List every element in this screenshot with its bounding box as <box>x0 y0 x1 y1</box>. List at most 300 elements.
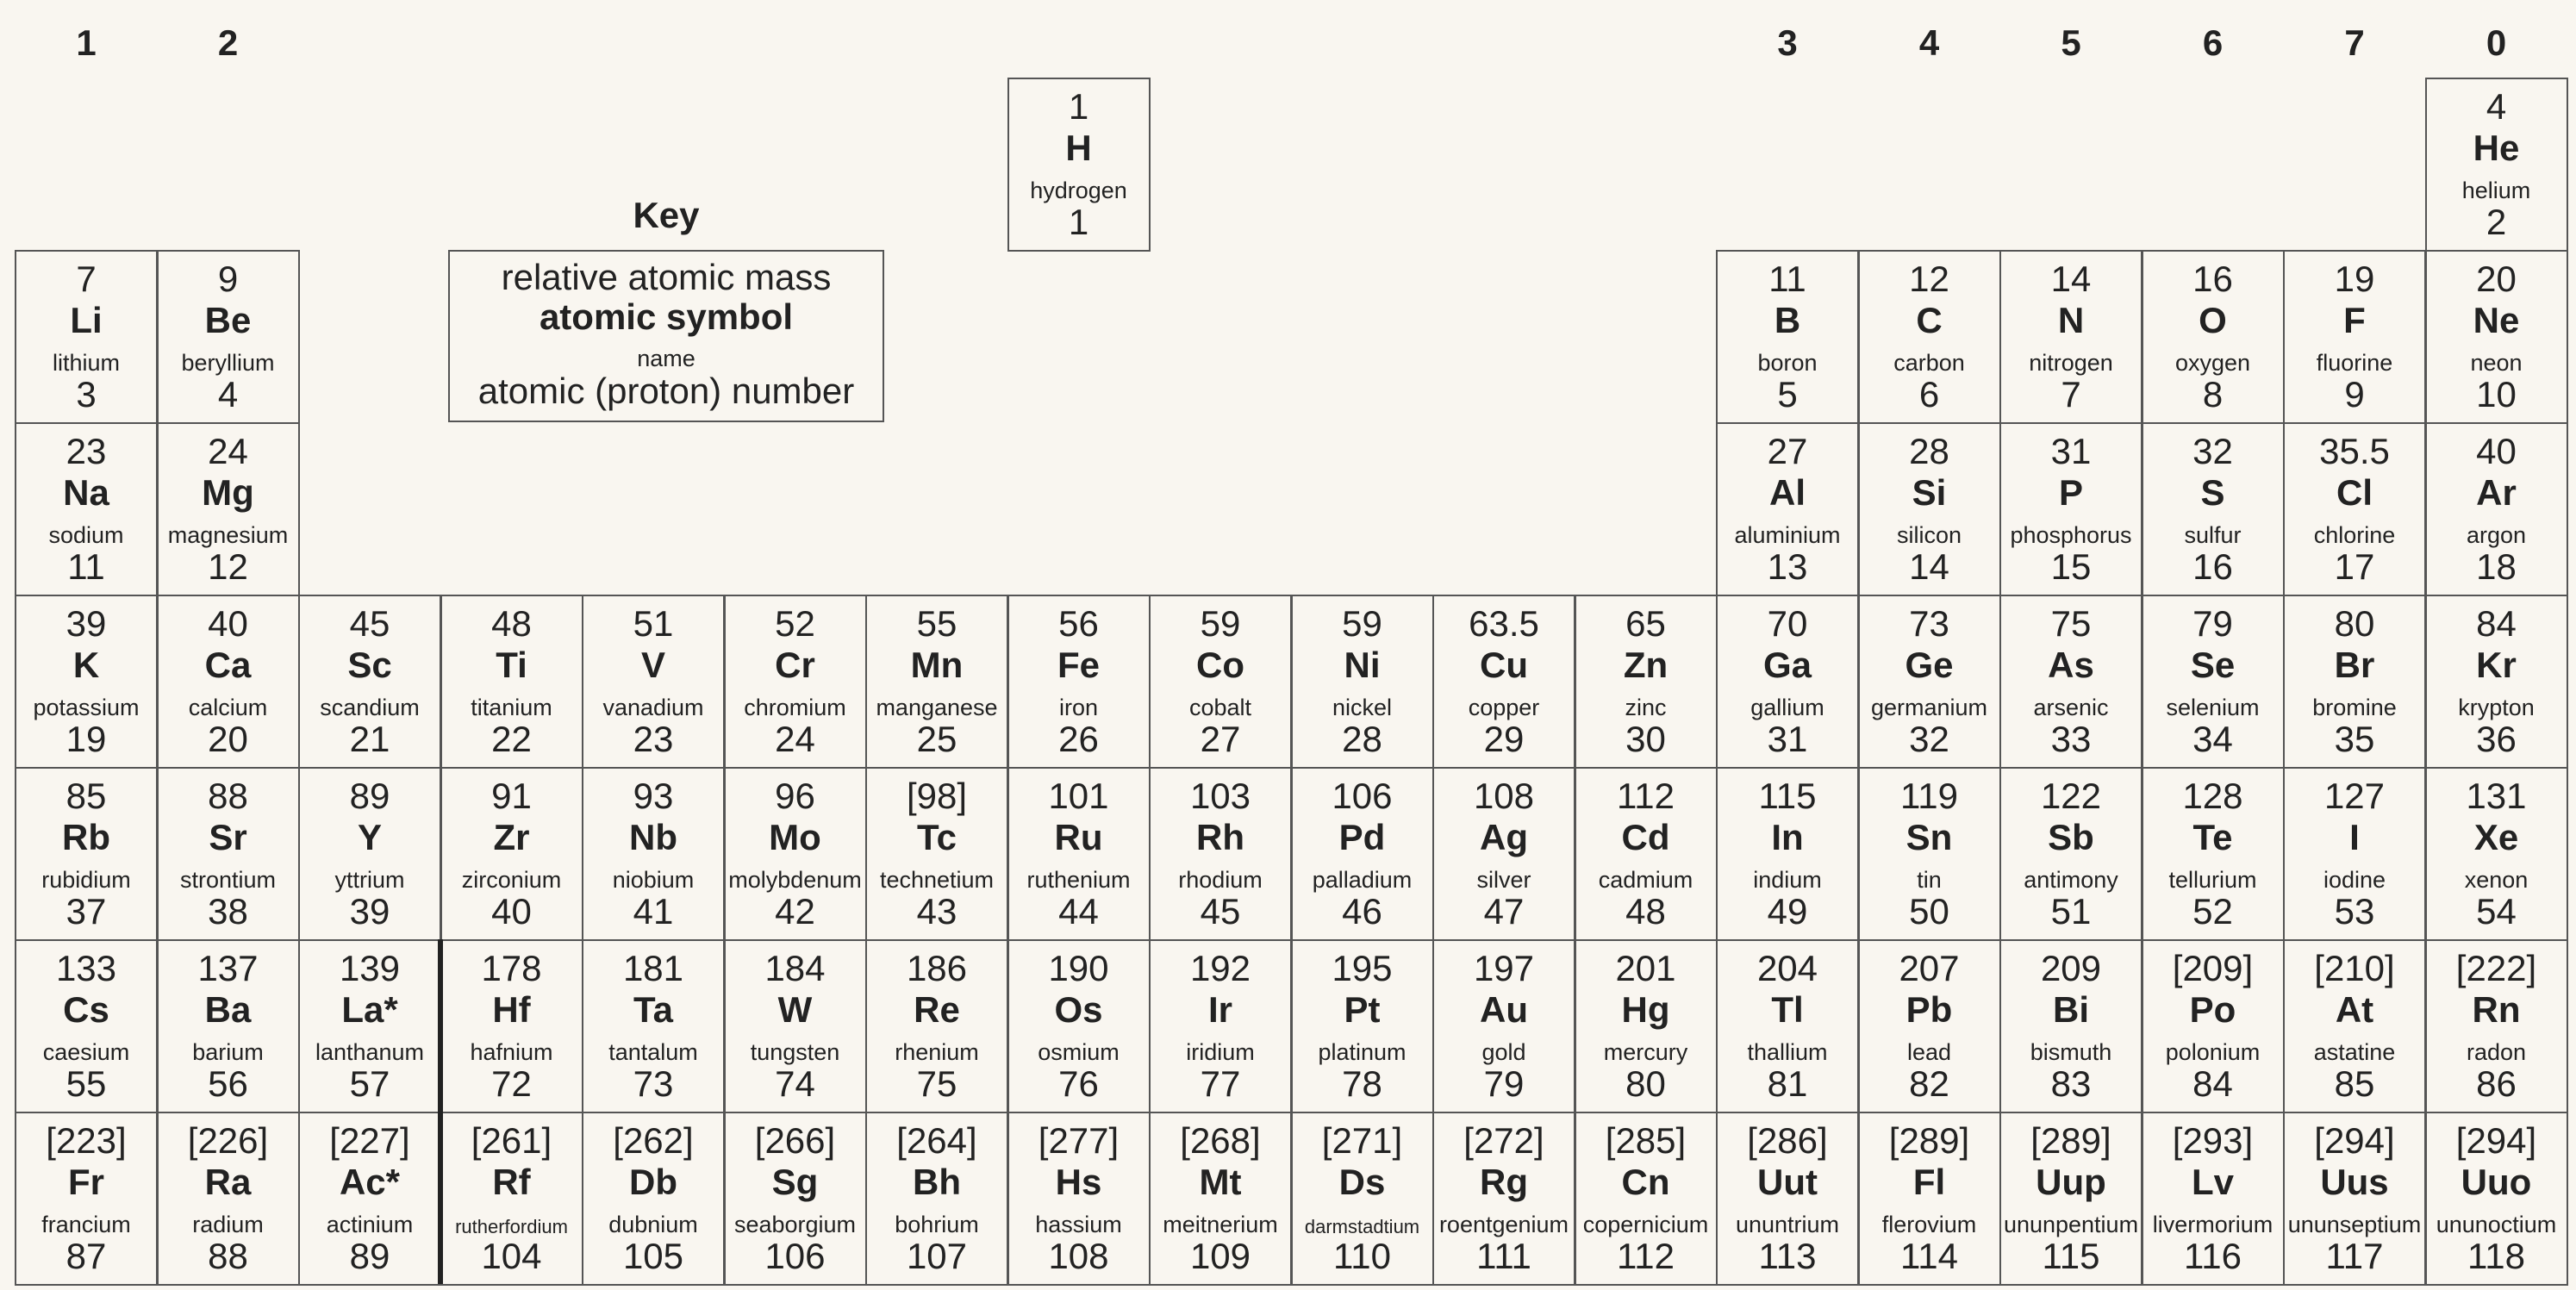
element-symbol: Nb <box>629 817 677 857</box>
element-cell <box>15 767 158 941</box>
element-name: cadmium <box>1598 867 1693 893</box>
element-number: 42 <box>775 891 815 932</box>
element-cell <box>15 422 158 596</box>
element-number: 35 <box>2334 719 2375 759</box>
element-cell <box>1716 250 1859 424</box>
element-symbol: W <box>777 989 813 1030</box>
element-number: 14 <box>1909 546 1949 587</box>
element-symbol: At <box>2335 989 2374 1030</box>
element-mass: 131 <box>2466 776 2527 816</box>
element-name: ununseptium <box>2287 1212 2422 1237</box>
element-symbol: Sr <box>209 817 247 857</box>
element-name: beryllium <box>181 350 275 376</box>
element-name: radon <box>2466 1039 2527 1065</box>
element-name: osmium <box>1038 1039 1120 1065</box>
element-mass: 70 <box>1767 603 1808 644</box>
element-name: flerovium <box>1881 1212 1977 1237</box>
element-cell <box>1291 939 1434 1113</box>
element-symbol: Hf <box>492 989 531 1030</box>
element-mass: 27 <box>1767 431 1808 471</box>
element-symbol: Cs <box>63 989 109 1030</box>
element-cell <box>1858 595 2001 769</box>
element-name: germanium <box>1870 695 1988 720</box>
element-cell <box>1575 939 1718 1113</box>
element-mass: [277] <box>1038 1120 1120 1161</box>
element-symbol: Db <box>629 1162 677 1202</box>
element-name: ununtrium <box>1735 1212 1840 1237</box>
element-cell <box>15 250 158 424</box>
element-cell <box>2425 595 2568 769</box>
element-mass: [268] <box>1180 1120 1261 1161</box>
element-symbol: N <box>2057 300 2085 340</box>
element-name: silicon <box>1896 522 1962 548</box>
element-number: 9 <box>2344 374 2365 414</box>
element-symbol: Te <box>2192 817 2233 857</box>
element-symbol: Pd <box>1338 817 1386 857</box>
element-cell <box>1149 595 1292 769</box>
element-number: 16 <box>2192 546 2233 587</box>
element-symbol: Hs <box>1055 1162 1102 1202</box>
element-name: sulfur <box>2184 522 2242 548</box>
element-mass: 112 <box>1617 776 1675 816</box>
element-symbol: Li <box>70 300 103 340</box>
element-name: silver <box>1476 867 1531 893</box>
element-name: molybdenum <box>728 867 862 893</box>
element-cell <box>440 767 583 941</box>
element-name: technetium <box>879 867 995 893</box>
element-cell <box>2425 78 2568 252</box>
element-cell <box>1575 1112 1718 1286</box>
element-mass: 23 <box>65 431 107 471</box>
element-number: 89 <box>349 1236 390 1276</box>
element-symbol: Pb <box>1905 989 1953 1030</box>
element-number: 77 <box>1200 1063 1241 1104</box>
element-cell <box>582 1112 725 1286</box>
element-cell <box>582 939 725 1113</box>
element-cell <box>2283 767 2426 941</box>
element-mass: 9 <box>217 259 239 299</box>
element-name: sodium <box>48 522 124 548</box>
element-number: 5 <box>1777 374 1798 414</box>
element-name: bromine <box>2312 695 2397 720</box>
element-name: rutherfordium <box>455 1216 568 1237</box>
element-mass: 89 <box>349 776 390 816</box>
element-name: barium <box>192 1039 264 1065</box>
element-symbol: Ti <box>496 645 527 685</box>
element-cell <box>865 939 1008 1113</box>
element-number: 85 <box>2334 1063 2375 1104</box>
element-name: copper <box>1468 695 1540 720</box>
element-cell <box>1149 1112 1292 1286</box>
element-cell <box>440 1112 583 1286</box>
element-number: 31 <box>1767 719 1808 759</box>
element-number: 43 <box>916 891 957 932</box>
element-name: krypton <box>2458 695 2535 720</box>
element-name: iridium <box>1186 1039 1255 1065</box>
element-name: lead <box>1906 1039 1952 1065</box>
element-mass: 79 <box>2192 603 2233 644</box>
element-name: iron <box>1058 695 1099 720</box>
element-cell <box>865 595 1008 769</box>
element-mass: 127 <box>2323 776 2386 816</box>
element-number: 39 <box>349 891 390 932</box>
element-symbol: In <box>1771 817 1804 857</box>
element-symbol: Ba <box>204 989 252 1030</box>
element-cell <box>1716 939 1859 1113</box>
element-cell <box>157 1112 300 1286</box>
element-number: 118 <box>2467 1236 2525 1276</box>
element-symbol: Cu <box>1480 645 1528 685</box>
element-number: 41 <box>633 891 674 932</box>
element-number: 32 <box>1909 719 1949 759</box>
element-name: hafnium <box>470 1039 553 1065</box>
element-mass: 35.5 <box>2319 431 2390 471</box>
element-number: 19 <box>65 719 107 759</box>
element-cell <box>1007 595 1151 769</box>
element-number: 38 <box>208 891 248 932</box>
element-cell <box>15 595 158 769</box>
element-symbol: Sc <box>347 645 392 685</box>
element-name: ruthenium <box>1026 867 1131 893</box>
element-symbol: Rh <box>1196 817 1244 857</box>
element-number: 78 <box>1342 1063 1382 1104</box>
element-mass: [98] <box>906 776 968 816</box>
element-name: bohrium <box>895 1212 979 1237</box>
element-name: livermorium <box>2152 1212 2273 1237</box>
element-number: 30 <box>1625 719 1666 759</box>
element-symbol: Rg <box>1480 1162 1528 1202</box>
element-name: seaborgium <box>733 1212 857 1237</box>
element-number: 44 <box>1058 891 1099 932</box>
element-number: 25 <box>916 719 957 759</box>
element-name: zinc <box>1625 695 1667 720</box>
element-mass: 80 <box>2334 603 2375 644</box>
element-symbol: Kr <box>2476 645 2517 685</box>
key-name-label: name <box>637 346 695 371</box>
element-cell <box>1858 939 2001 1113</box>
element-number: 75 <box>916 1063 957 1104</box>
element-number: 57 <box>349 1063 390 1104</box>
element-symbol: Rf <box>492 1162 531 1202</box>
group-number: 0 <box>2486 22 2507 63</box>
element-number: 84 <box>2192 1063 2233 1104</box>
element-name: platinum <box>1318 1039 1407 1065</box>
element-name: selenium <box>2166 695 2260 720</box>
element-name: potassium <box>33 695 140 720</box>
element-mass: [210] <box>2314 948 2395 988</box>
element-cell <box>865 1112 1008 1286</box>
element-mass: 11 <box>1768 259 1806 299</box>
element-cell <box>157 939 300 1113</box>
element-mass: 85 <box>65 776 107 816</box>
element-name: yttrium <box>334 867 405 893</box>
element-name: chlorine <box>2313 522 2396 548</box>
element-mass: 31 <box>2050 431 2092 471</box>
element-name: tantalum <box>608 1039 698 1065</box>
element-cell <box>1999 939 2143 1113</box>
element-number: 49 <box>1767 891 1808 932</box>
element-name: rhenium <box>895 1039 979 1065</box>
element-cell <box>2283 422 2426 596</box>
element-symbol: Ra <box>204 1162 252 1202</box>
element-cell <box>1716 422 1859 596</box>
element-name: antimony <box>2024 867 2118 893</box>
element-mass: 75 <box>2050 603 2092 644</box>
element-mass: 19 <box>2334 259 2375 299</box>
element-mass: [222] <box>2455 948 2537 988</box>
element-mass: 108 <box>1473 776 1535 816</box>
element-mass: 137 <box>197 948 259 988</box>
element-number: 17 <box>2334 546 2375 587</box>
element-symbol: Si <box>1912 472 1947 513</box>
element-number: 51 <box>2050 891 2092 932</box>
element-mass: 28 <box>1909 431 1949 471</box>
element-cell <box>440 595 583 769</box>
element-cell <box>157 767 300 941</box>
element-number: 107 <box>906 1236 968 1276</box>
element-cell <box>298 939 441 1113</box>
element-cell <box>2425 422 2568 596</box>
element-number: 54 <box>2476 891 2517 932</box>
element-cell <box>1432 595 1575 769</box>
element-mass: 103 <box>1189 776 1251 816</box>
element-symbol: Lv <box>2191 1162 2234 1202</box>
element-mass: [289] <box>1888 1120 1970 1161</box>
element-symbol: F <box>2343 300 2366 340</box>
element-cell <box>2425 1112 2568 1286</box>
element-number: 116 <box>2184 1236 2242 1276</box>
element-number: 1 <box>1068 202 1089 242</box>
element-cell <box>1291 595 1434 769</box>
element-cell <box>2425 939 2568 1113</box>
element-cell <box>1291 1112 1434 1286</box>
element-mass: [226] <box>187 1120 269 1161</box>
element-symbol: Tc <box>917 817 957 857</box>
element-cell <box>157 595 300 769</box>
element-symbol: Mo <box>769 817 821 857</box>
element-symbol: Uuo <box>2461 1162 2532 1202</box>
element-name: lithium <box>52 350 121 376</box>
element-number: 110 <box>1333 1236 1391 1276</box>
element-number: 22 <box>491 719 532 759</box>
element-cell <box>2142 767 2285 941</box>
element-symbol: Ne <box>2473 300 2520 340</box>
element-mass: 96 <box>775 776 815 816</box>
key-mass-label: relative atomic mass <box>501 257 832 297</box>
element-number: 109 <box>1189 1236 1251 1276</box>
element-mass: 59 <box>1200 603 1241 644</box>
element-cell <box>1999 250 2143 424</box>
element-symbol: La* <box>341 989 398 1030</box>
element-mass: 209 <box>2040 948 2102 988</box>
element-symbol: Ru <box>1054 817 1103 857</box>
element-mass: 178 <box>481 948 542 988</box>
element-symbol: Tl <box>1771 989 1804 1030</box>
element-mass: [262] <box>613 1120 694 1161</box>
element-name: cobalt <box>1188 695 1252 720</box>
element-cell <box>1575 767 1718 941</box>
element-mass: 190 <box>1048 948 1109 988</box>
element-mass: 55 <box>916 603 957 644</box>
element-mass: [209] <box>2172 948 2254 988</box>
element-mass: 119 <box>1900 776 1958 816</box>
element-mass: [293] <box>2172 1120 2254 1161</box>
lanthanide-actinide-divider <box>438 939 443 1284</box>
element-name: manganese <box>876 695 998 720</box>
element-mass: 184 <box>764 948 826 988</box>
element-mass: 16 <box>2192 259 2233 299</box>
element-number: 82 <box>1909 1063 1949 1104</box>
element-number: 15 <box>2050 546 2092 587</box>
element-name: aluminium <box>1734 522 1841 548</box>
element-number: 56 <box>208 1063 248 1104</box>
element-cell <box>2283 1112 2426 1286</box>
element-name: indium <box>1753 867 1822 893</box>
element-symbol: Cd <box>1621 817 1670 857</box>
element-name: nitrogen <box>2029 350 2113 376</box>
element-number: 46 <box>1342 891 1382 932</box>
element-name: iodine <box>2323 867 2386 893</box>
element-cell <box>1858 767 2001 941</box>
element-number: 108 <box>1048 1236 1109 1276</box>
element-name: zirconium <box>461 867 562 893</box>
element-name: radium <box>192 1212 264 1237</box>
element-cell <box>298 595 441 769</box>
element-number: 115 <box>2042 1236 2100 1276</box>
element-symbol: Na <box>63 472 109 513</box>
element-symbol: Br <box>2334 645 2375 685</box>
element-cell <box>582 595 725 769</box>
element-mass: [289] <box>2030 1120 2111 1161</box>
element-mass: 128 <box>2182 776 2243 816</box>
element-name: arsenic <box>2033 695 2109 720</box>
element-cell <box>1007 78 1151 252</box>
element-mass: 65 <box>1625 603 1666 644</box>
group-number: 7 <box>2344 22 2365 63</box>
element-number: 74 <box>775 1063 815 1104</box>
element-number: 6 <box>1918 374 1940 414</box>
element-name: darmstadtium <box>1304 1216 1420 1237</box>
element-symbol: Xe <box>2473 817 2519 857</box>
element-cell <box>298 767 441 941</box>
element-name: nickel <box>1332 695 1393 720</box>
element-mass: 7 <box>76 259 97 299</box>
element-number: 20 <box>208 719 248 759</box>
element-mass: 186 <box>906 948 968 988</box>
group-number: 2 <box>217 22 239 63</box>
element-mass: [227] <box>329 1120 410 1161</box>
element-number: 7 <box>2061 374 2081 414</box>
element-mass: [285] <box>1605 1120 1687 1161</box>
element-mass: [271] <box>1321 1120 1403 1161</box>
element-symbol: Mt <box>1199 1162 1242 1202</box>
element-symbol: Ga <box>1762 645 1812 685</box>
element-name: carbon <box>1893 350 1965 376</box>
element-mass: [294] <box>2455 1120 2537 1161</box>
element-number: 105 <box>622 1236 684 1276</box>
element-cell <box>2425 767 2568 941</box>
element-number: 52 <box>2192 891 2233 932</box>
element-mass: 197 <box>1473 948 1535 988</box>
element-cell <box>440 939 583 1113</box>
element-mass: 48 <box>491 603 532 644</box>
element-name: tungsten <box>750 1039 840 1065</box>
element-symbol: Hg <box>1621 989 1670 1030</box>
element-cell <box>1432 939 1575 1113</box>
element-number: 21 <box>349 719 390 759</box>
element-symbol: Rb <box>62 817 110 857</box>
element-number: 18 <box>2476 546 2517 587</box>
element-name: xenon <box>2464 867 2529 893</box>
element-symbol: P <box>2058 472 2083 513</box>
element-symbol: Sb <box>2048 817 2094 857</box>
element-name: astatine <box>2313 1039 2396 1065</box>
element-symbol: C <box>1916 300 1943 340</box>
element-number: 113 <box>1758 1236 1817 1276</box>
element-symbol: Se <box>2190 645 2236 685</box>
element-mass: 91 <box>491 776 532 816</box>
element-cell <box>2142 422 2285 596</box>
element-number: 36 <box>2476 719 2517 759</box>
element-mass: 52 <box>775 603 815 644</box>
element-name: oxygen <box>2174 350 2251 376</box>
element-mass: 204 <box>1756 948 1818 988</box>
element-cell <box>865 767 1008 941</box>
element-mass: 14 <box>2050 259 2092 299</box>
element-mass: 20 <box>2476 259 2517 299</box>
element-number: 40 <box>491 891 532 932</box>
element-symbol: K <box>72 645 100 685</box>
element-name: vanadium <box>602 695 704 720</box>
element-symbol: Ta <box>633 989 673 1030</box>
element-name: chromium <box>744 695 846 720</box>
element-mass: 192 <box>1189 948 1251 988</box>
element-name: gold <box>1481 1039 1526 1065</box>
element-number: 88 <box>208 1236 248 1276</box>
group-number: 4 <box>1918 22 1940 63</box>
element-number: 23 <box>633 719 674 759</box>
element-mass: 24 <box>208 431 248 471</box>
element-mass: 59 <box>1342 603 1382 644</box>
element-symbol: Ac* <box>339 1162 401 1202</box>
element-number: 11 <box>67 546 105 587</box>
element-mass: 63.5 <box>1469 603 1539 644</box>
element-name: scandium <box>320 695 420 720</box>
element-cell <box>724 1112 867 1286</box>
element-mass: 181 <box>622 948 684 988</box>
element-name: strontium <box>179 867 277 893</box>
element-mass: 32 <box>2192 431 2233 471</box>
element-mass: 73 <box>1909 603 1949 644</box>
element-number: 45 <box>1200 891 1241 932</box>
element-name: dubnium <box>608 1212 698 1237</box>
element-symbol: Po <box>2189 989 2236 1030</box>
element-symbol: Ni <box>1344 645 1381 685</box>
element-cell <box>1999 595 2143 769</box>
element-symbol: S <box>2200 472 2225 513</box>
element-symbol: Os <box>1054 989 1103 1030</box>
element-cell <box>157 422 300 596</box>
element-mass: 201 <box>1615 948 1676 988</box>
element-name: thallium <box>1747 1039 1828 1065</box>
element-symbol: Bh <box>913 1162 961 1202</box>
element-name: calcium <box>188 695 268 720</box>
element-cell <box>1432 767 1575 941</box>
element-number: 112 <box>1617 1236 1675 1276</box>
element-number: 4 <box>217 374 239 414</box>
element-symbol: Cr <box>775 645 815 685</box>
element-number: 34 <box>2192 719 2233 759</box>
